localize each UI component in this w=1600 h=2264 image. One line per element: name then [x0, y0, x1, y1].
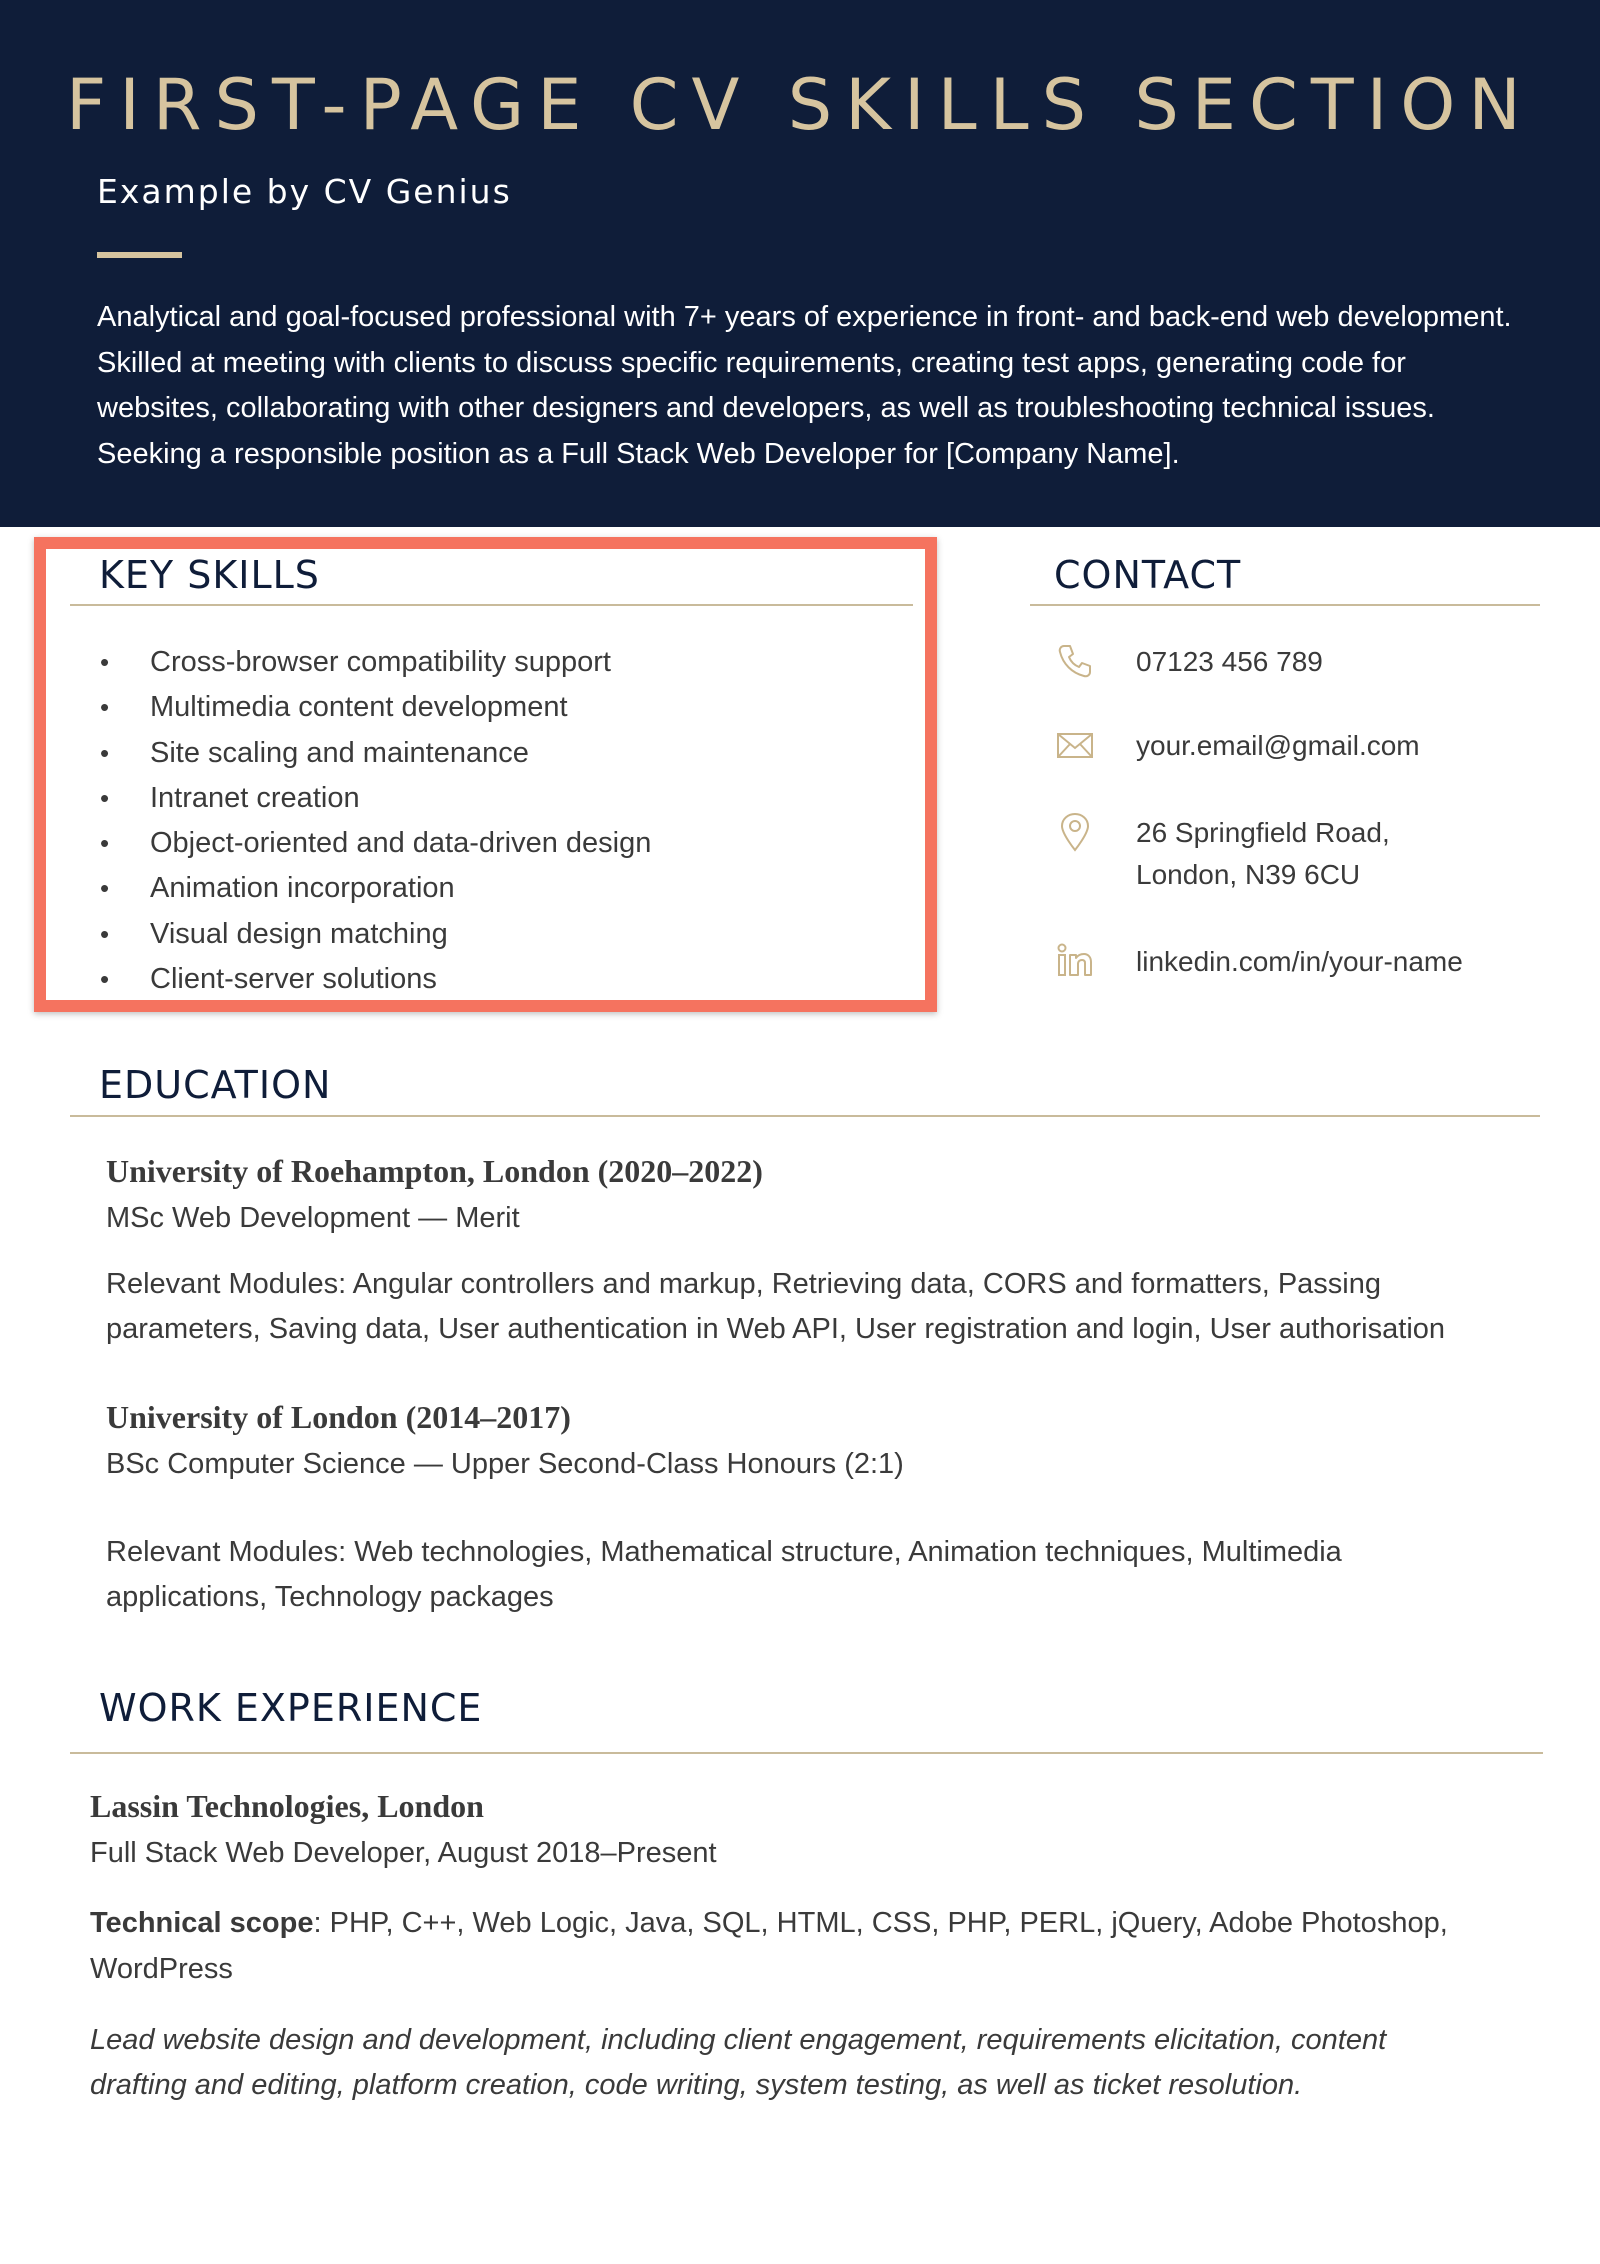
page-subtitle: Example by CV Genius: [97, 172, 512, 211]
work-company: Lassin Technologies, London: [90, 1788, 484, 1824]
work-role: Full Stack Web Developer, August 2018–Present: [90, 1837, 717, 1869]
phone-icon: [1055, 641, 1095, 681]
education-degree: MSc Web Development — Merit: [106, 1202, 520, 1234]
accent-divider: [97, 252, 182, 258]
key-skills-list: [100, 640, 880, 1002]
contact-phone[interactable]: 07123 456 789: [1136, 646, 1323, 677]
work-experience-rule: [70, 1752, 1543, 1754]
contact-address-row: [1055, 812, 1555, 902]
skill-item: • Multimedia content development: [100, 685, 880, 730]
skill-item: • Intranet creation: [100, 776, 880, 821]
education-modules: Relevant Modules: Angular controllers and markup, Retrieving data, CORS and formatters, Passing: [106, 1268, 1382, 1300]
work-description: drafting and editing, platform creation, code writing, system testing, as well as ticket resolution.: [90, 2069, 1303, 2101]
work-technical-scope: [90, 1901, 1448, 1946]
contact-address-line1: 26 Springfield Road,: [1136, 817, 1390, 848]
linkedin-icon: [1055, 941, 1095, 981]
key-skills-rule: [70, 604, 913, 606]
contact-heading: CONTACT: [1054, 553, 1242, 597]
location-pin-icon: [1055, 812, 1095, 852]
work-technical-scope-continued: WordPress: [90, 1953, 233, 1985]
education-degree: BSc Computer Science — Upper Second-Class Honours (2:1): [106, 1448, 904, 1480]
contact-phone-row: [1055, 641, 1555, 685]
education-rule: [70, 1115, 1540, 1117]
contact-email[interactable]: your.email@gmail.com: [1136, 730, 1420, 761]
contact-rule: [1030, 604, 1540, 606]
technical-scope-text: : PHP, C++, Web Logic, Java, SQL, HTML, CSS, PHP, PERL, jQuery, Adobe Photoshop,: [313, 1907, 1448, 1939]
education-heading: EDUCATION: [99, 1063, 332, 1107]
skill-item: • Visual design matching: [100, 912, 880, 957]
contact-email-row: [1055, 725, 1555, 769]
contact-linkedin[interactable]: linkedin.com/in/your-name: [1136, 946, 1463, 977]
education-modules: parameters, Saving data, User authentication in Web API, User registration and login, User authorisation: [106, 1313, 1446, 1345]
skill-item: • Object-oriented and data-driven design: [100, 821, 880, 866]
skill-item: • Animation incorporation: [100, 866, 880, 911]
page-title: FIRST-PAGE CV SKILLS SECTION: [66, 64, 1534, 146]
skill-item: • Client-server solutions: [100, 957, 880, 1002]
education-school: University of Roehampton, London (2020–2022): [106, 1153, 763, 1189]
work-experience-heading: WORK EXPERIENCE: [99, 1686, 483, 1730]
technical-scope-label: Technical scope: [90, 1907, 314, 1939]
education-school: University of London (2014–2017): [106, 1399, 571, 1435]
work-description: Lead website design and development, including client engagement, requirements elicitation, content: [90, 2024, 1387, 2056]
profile-summary: Analytical and goal-focused professional with 7+ years of experience in front- and back-end web development. Skilled at meeting with clients to discuss specific requirements, creating test apps, generating code for websites, collaborating with other designers and developers, as well as troubleshooting technical issues. Seeking a responsible position as a Full Stack Web Developer for [Company Name].: [97, 301, 1512, 470]
envelope-icon: [1055, 725, 1095, 765]
contact-address-line2: London, N39 6CU: [1136, 859, 1361, 890]
contact-linkedin-row: [1055, 941, 1555, 985]
skill-item: • Cross-browser compatibility support: [100, 640, 880, 685]
education-modules: Relevant Modules: Web technologies, Mathematical structure, Animation techniques, Multimedia: [106, 1536, 1342, 1568]
skill-item: • Site scaling and maintenance: [100, 731, 880, 776]
education-modules: applications, Technology packages: [106, 1581, 554, 1613]
key-skills-heading: KEY SKILLS: [99, 553, 320, 597]
